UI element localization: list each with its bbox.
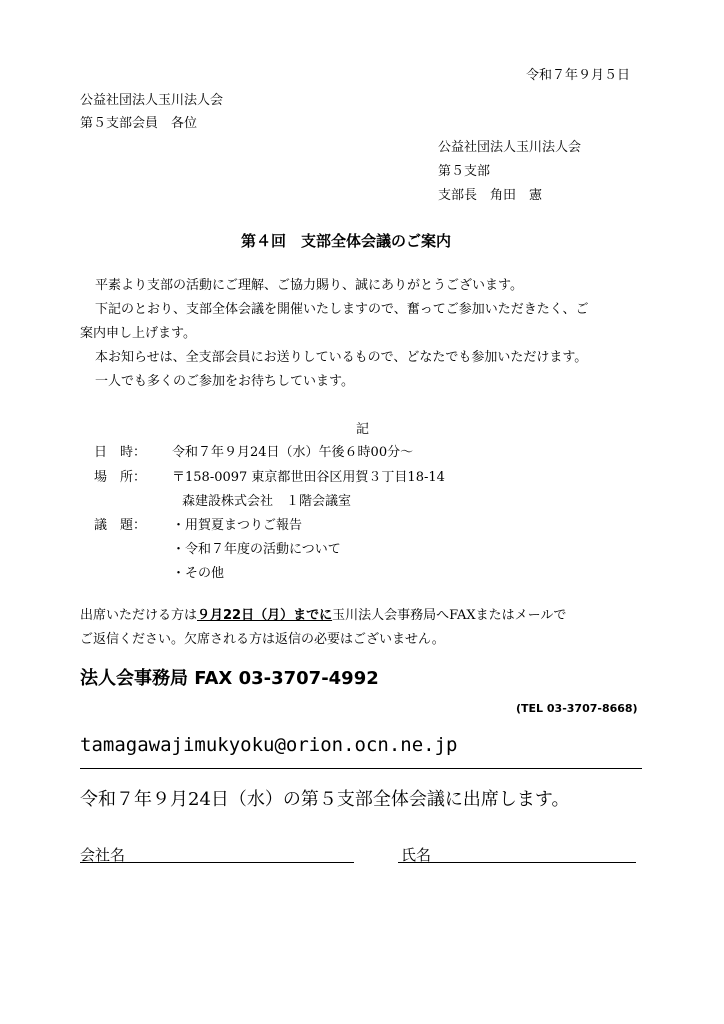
body-paragraph-3: 本お知らせは、全支部会員にお送りしているもので、どなたでも参加いただけます。	[95, 350, 588, 365]
body-paragraph-2a: 下記のとおり、支部全体会議を開催いたしますので、奮ってご参加いただきたく、ご	[95, 302, 589, 317]
rsvp-suffix: 玉川法人会事務局へFAXまたはメールで	[332, 608, 567, 623]
rsvp-line-2: ご返信ください。欠席される方は返信の必要はございません。	[80, 632, 445, 647]
body-paragraph-4: 一人でも多くのご参加をお待ちしています。	[95, 374, 354, 389]
datetime-label: 日 時：	[94, 445, 147, 460]
sender-branch: 第５支部	[438, 164, 491, 179]
separator-line	[80, 768, 642, 769]
ki-marker: 記	[356, 422, 370, 437]
sender-org: 公益社団法人玉川法人会	[438, 140, 582, 155]
tel-number: (TEL 03-3707-8668)	[516, 702, 638, 715]
datetime-value: 令和７年９月24日（水）午後６時00分～	[172, 445, 414, 460]
company-name-field[interactable]	[80, 862, 354, 863]
body-paragraph-1: 平素より支部の活動にご理解、ご協力賜り、誠にありがとうございます。	[95, 278, 523, 293]
body-paragraph-2b: 案内申し上げます。	[80, 326, 196, 341]
sender-head: 支部長 角田 憲	[438, 188, 543, 203]
document-date: 令和７年９月５日	[526, 68, 631, 83]
rsvp-line-1	[80, 604, 566, 623]
agenda-item: ・その他	[172, 566, 225, 581]
person-name-field[interactable]	[398, 862, 636, 863]
recipient-org: 公益社団法人玉川法人会	[80, 93, 224, 108]
person-name-label: 氏名	[401, 846, 432, 864]
attendance-statement: 令和７年９月24日（水）の第５支部全体会議に出席します。	[80, 789, 570, 810]
rsvp-prefix: 出席いただける方は	[80, 608, 198, 623]
fax-number: 法人会事務局 FAX 03-3707-4992	[80, 668, 379, 689]
document-title: 第４回 支部全体会議のご案内	[241, 232, 452, 250]
email-address[interactable]: tamagawajimukyoku@orion.ocn.ne.jp	[80, 734, 458, 756]
agenda-item: ・令和７年度の活動について	[172, 542, 341, 557]
place-address: 〒158-0097 東京都世田谷区用賀３丁目18-14	[172, 470, 445, 485]
agenda-label: 議 題：	[94, 518, 147, 533]
company-name-label: 会社名	[80, 846, 126, 864]
place-label: 場 所：	[94, 470, 147, 485]
agenda-item: ・用賀夏まつりご報告	[172, 518, 303, 533]
recipient-line: 第５支部会員 各位	[80, 116, 198, 131]
rsvp-deadline: ９月22日（月）までに	[197, 608, 333, 623]
place-venue: 森建設株式会社 １階会議室	[182, 494, 352, 509]
